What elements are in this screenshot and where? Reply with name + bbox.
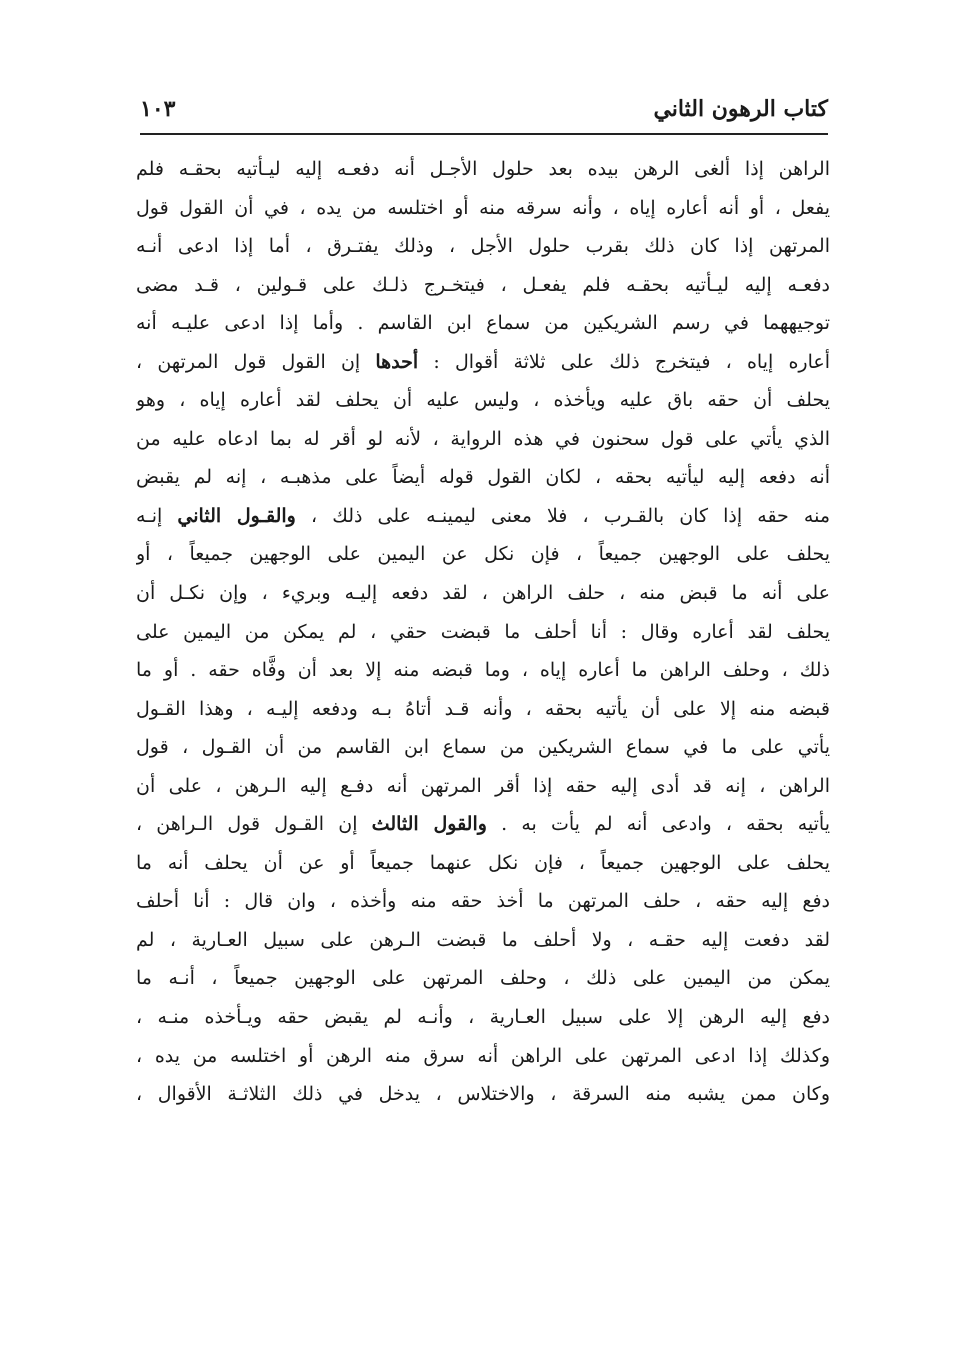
text-segment: يحلف أن حقه باق عليه ويأخذه ، وليس عليه أن يحلف لقد أعاره إياه ، وهو [136,389,830,412]
text-line [136,690,830,729]
text-line [136,1075,830,1114]
text-line [136,266,830,305]
text-segment: قبضه منه إلا على أن يأتيه بحقه ، وأنه قـد أتاهُ بـه ودفعه إليـه ، وهذا القـول [136,697,830,720]
text-segment: يحلف على الوجهين جميعاً ، فإن نكل عنهما جميعاً أو عن أن يحلف أنه ما [136,851,830,874]
text-segment: يأتي على ما في سماع الشريكين من سماع ابن القاسم من أن القـول ، قول [136,736,830,759]
text-segment: دفع إليه الرهن إلا على سبيل العـارية ، وأنـه لم يقبض حقه ويـأخذه منـه ، [136,1006,830,1029]
text-line [136,343,830,382]
text-line [136,189,830,228]
text-line [136,381,830,420]
text-line [136,574,830,613]
text-segment: إن القول قول المرتهن ، [136,350,376,373]
bold-term: والقـول الثاني [177,504,296,527]
bold-term: والقول الثالث [371,813,487,836]
text-line [136,844,830,883]
text-line [136,458,830,497]
text-line [136,921,830,960]
text-segment: أعاره إياه ، فيتخرج ذلك على ثلاثة أقوال : [418,350,830,373]
text-segment: يحلف لقد أعاره وقال : أنا أحلف ما قبضت حقي ، لم يمكن من اليمين على [136,620,830,643]
header-rule [140,133,828,135]
text-segment: إن القـول قول الـراهن ، [136,813,372,836]
body-text [136,150,830,1114]
running-header [140,92,828,132]
text-segment: يأتيه بحقه ، وادعى أنه لم يأت به . [486,813,830,836]
text-line [136,959,830,998]
text-line [136,613,830,652]
text-segment: يفعل ، أو أنه أعاره إياه ، وأنه سرقه منه أو اختلسه من يده ، في أن القول قول [136,196,830,219]
text-segment: المرتهن إذا كان ذلك بقرب حلول الأجل ، وذلك يفتـرق ، أما إذا ادعى أنـه [136,235,830,258]
text-line [136,227,830,266]
text-segment: الذي يأتي على قول سحنون في هذه الرواية ، لأنه لو أقر له بما ادعاه عليه من [136,427,830,450]
text-line [136,150,830,189]
text-line [136,497,830,536]
text-segment: دفع إليه حقه ، حلف المرتهن ما أخذ حقه منه وأخذه ، وان قال : أنا أحلف [136,890,830,913]
text-segment: الراهن إذا ألغى الرهن بيده بعد حلول الأجـل أنه دفعـه إليه ليـأتيه بحقـه فلم [136,158,830,180]
text-segment: توجيههما في رسم الشريكين من سماع ابن القاسم . وأما إذا ادعى عليـه أنه [136,312,830,335]
text-segment: الراهن ، إنه قد أدى إليه حقه إذا أقر المرتهن أنه دفـع إليه الـرهن ، على أن [136,774,830,797]
text-line [136,420,830,459]
text-line [136,998,830,1037]
text-line [136,805,830,844]
bold-term: أحدها [375,350,419,373]
text-segment: يمكن من اليمين على ذلك ، وحلف المرتهن على الوجهين جميعاً ، أنـه ما [136,967,830,990]
text-segment: ذلك ، وحلف الراهن ما أعاره إياه ، وما قبضه منه إلا بعد أن وفَّاه حقه . أو ما [136,659,830,682]
text-line [136,535,830,574]
text-line [136,1037,830,1076]
text-segment: على أنه ما قبض منه ، حلف الراهن ، لقد دفعه إليـه وبريء ، وإن نكـل أن [136,582,830,605]
text-segment: وكذلك إذا ادعى المرتهن على الراهن أنه سرق منه الرهن أو اختلسه من يده ، [136,1044,830,1067]
chapter-title: كتاب الرهون الثاني [653,96,828,122]
text-line [136,882,830,921]
page-number: ١٠٣ [140,96,176,122]
text-line [136,728,830,767]
text-segment: وكان ممن يشبه منه السرقة ، والاختلاس ، يدخل في ذلك الثلاثـة الأقوال ، [136,1083,830,1106]
text-segment: منه حقه إذا كان بالقـرب ، فلا معنى ليمينـه على ذلك ، [295,504,830,527]
text-line [136,651,830,690]
text-segment: لقد دفعت إليه حقـه ، ولا أحلف ما قبضت الـرهن على سبيل العـارية ، لم [136,928,830,951]
text-line [136,304,830,343]
text-segment: أنه دفعه إليه ليأتيه بحقه ، لكان القول قوله أيضاً على مذهبـه ، إنه لم يقبض [136,466,830,489]
text-line [136,767,830,806]
text-segment: يحلف على الوجهين جميعاً ، فإن نكل عن اليمين على الوجهين جميعاً ، أو [136,543,830,566]
text-segment: دفعـه إليه ليـأتيه بحقـه فلم يفعـل ، فيتخـرج ذلـك على قـولين ، قـد مضى [136,273,830,296]
text-segment: إنـه [136,504,178,527]
